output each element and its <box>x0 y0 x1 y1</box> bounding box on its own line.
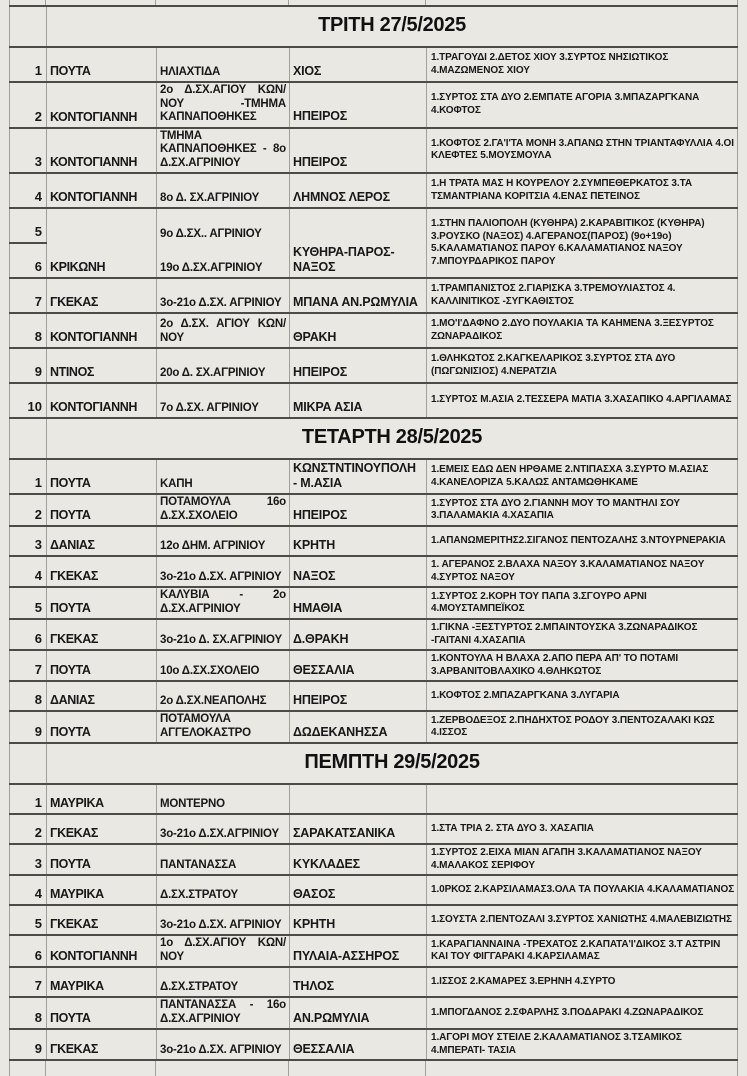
dance-list: 1.ΚΟΦΤΟΣ 2.ΓΑ'Ι'ΤΑ ΜΟΝΗ 3.ΑΠΑΝΩ ΣΤΗΝ ΤΡΙΑΝΤΑΦΥΛΛΙΑ 4.ΟΙ ΚΛΕΦΤΕΣ 5.ΜΟΥΣΜΟΥΛΑ <box>427 128 738 174</box>
dance-list: 1.0ΡΚΟΣ 2.ΚΑΡΣΙΛΑΜΑΣ3.ΟΛΑ ΤΑ ΠΟΥΛΑΚΙΑ 4.ΚΑΛΑΜΑΤΙΑΝΟΣ <box>427 875 738 905</box>
school-name: 2ο Δ.ΣΧ. ΑΓΙΟΥ ΚΩΝ/ΝΟΥ <box>157 313 290 348</box>
school-name: ΠΑΝΤΑΝΑΣΣΑ - 16ο Δ.ΣΧ.ΑΓΡΙΝΙΟΥ <box>157 997 290 1029</box>
row-number: 5 <box>10 208 47 243</box>
bottom-partial-cell <box>289 1061 426 1076</box>
row-number: 6 <box>10 619 47 650</box>
table-row <box>10 173 738 208</box>
table-row <box>10 619 738 650</box>
region-name: ΚΥΚΛΑΔΕΣ <box>290 844 427 875</box>
dance-list: 1. ΑΓΕΡΑΝΟΣ 2.ΒΛΑΧΑ ΝΑΞΟΥ 3.ΚΑΛΑΜΑΤΙΑΝΟΣ ΝΑΞΟΥ 4.ΣΥΡΤΟΣ ΝΑΞΟΥ <box>427 556 738 587</box>
title-row-left-cell <box>10 7 47 47</box>
table-row <box>10 935 738 967</box>
bottom-partial-row <box>9 1061 738 1076</box>
teacher-name: ΜΑΥΡΙΚΑ <box>47 784 157 814</box>
row-number: 9 <box>10 711 47 743</box>
table-row <box>10 587 738 619</box>
region-name: ΛΗΜΝΟΣ ΛΕΡΟΣ <box>290 173 427 208</box>
school-name: Δ.ΣΧ.ΣΤΡΑΤΟΥ <box>157 875 290 905</box>
teacher-name: ΔΑΝΙΑΣ <box>47 526 157 556</box>
school-name: ΜΟΝΤΕΡΝΟ <box>157 784 290 814</box>
teacher-name: ΚΟΝΤΟΓΙΑΝΝΗ <box>47 173 157 208</box>
teacher-name: ΚΟΝΤΟΓΙΑΝΝΗ <box>47 128 157 174</box>
dance-list: 1.ΣΥΡΤΟΣ Μ.ΑΣΙΑ 2.ΤΕΣΣΕΡΑ ΜΑΤΙΑ 3.ΧΑΣΑΠΙΚΟ 4.ΑΡΓΙΛΑΜΑΣ <box>427 383 738 418</box>
dance-list: 1.ΕΜΕΙΣ ΕΔΩ ΔΕΝ ΗΡΘΑΜΕ 2.ΝΤΙΠΑΣΧΑ 3.ΣΥΡΤΟ Μ.ΑΣΙΑΣ 4.ΚΑΝΕΛΟΡΙΖΑ 5.ΚΑΛΩΣ ΑΝΤΑΜΩΘΗΚΑΜΕ <box>427 459 738 494</box>
table-row <box>10 1029 738 1060</box>
teacher-name: ΠΟΥΤΑ <box>47 997 157 1029</box>
dance-list: 1.ΘΛΗΚΩΤΟΣ 2.ΚΑΓΚΕΛΑΡΙΚΟΣ 3.ΣΥΡΤΟΣ ΣΤΑ ΔΥΟ (ΠΩΓΩΝΙΣΙΟΣ) 4.ΝΕΡΑΤΖΙΑ <box>427 348 738 383</box>
row-number: 3 <box>10 128 47 174</box>
region-name: ΚΥΘΗΡΑ-ΠΑΡΟΣ-ΝΑΞΟΣ <box>290 208 427 278</box>
region-name: ΣΑΡΑΚΑΤΣΑΝΙΚΑ <box>290 814 427 844</box>
table-row <box>10 47 738 82</box>
table-row <box>10 82 738 128</box>
region-name: ΗΠΕΙΡΟΣ <box>290 494 427 526</box>
table-row <box>10 650 738 681</box>
dance-list: 1.ΜΟ'Ι'ΔΑΦΝΟ 2.ΔΥΟ ΠΟΥΛΑΚΙΑ ΤΑ ΚΑΗΜΕΝΑ 3.ΞΕΣΥΡΤΟΣ ΖΩΝΑΡΑΔΙΚΟΣ <box>427 313 738 348</box>
school-name: 1ο Δ.ΣΧ.ΑΓΙΟΥ ΚΩΝ/ ΝΟΥ <box>157 935 290 967</box>
row-number: 7 <box>10 650 47 681</box>
school-name: ΤΜΗΜΑ ΚΑΠΝΑΠΟΘΗΚΕΣ - 8ο Δ.ΣΧ.ΑΓΡΙΝΙΟΥ <box>157 128 290 174</box>
school-name: 3ο-21ο Δ. ΣΧ.ΑΓΡΙΝΙΟΥ <box>157 619 290 650</box>
day-title: ΤΕΤΑΡΤΗ 28/5/2025 <box>47 419 738 459</box>
table-row <box>10 905 738 935</box>
teacher-name: ΚΟΝΤΟΓΙΑΝΝΗ <box>47 383 157 418</box>
dance-list: 1.ΑΠΑΝΩΜΕΡΙΤΗΣ2.ΣΙΓΑΝΟΣ ΠΕΝΤΟΖΑΛΗΣ 3.ΝΤΟΥΡΝΕΡΑΚΙΑ <box>427 526 738 556</box>
row-number: 7 <box>10 278 47 313</box>
row-number: 2 <box>10 494 47 526</box>
school-name: 3ο-21ο Δ.ΣΧ. ΑΓΡΙΝΙΟΥ <box>157 905 290 935</box>
teacher-name: ΚΟΝΤΟΓΙΑΝΝΗ <box>47 82 157 128</box>
school-name: 8ο Δ. ΣΧ.ΑΓΡΙΝΙΟΥ <box>157 173 290 208</box>
row-number: 6 <box>10 243 47 278</box>
row-number: 5 <box>10 905 47 935</box>
school-name: 3ο-21ο Δ.ΣΧ. ΑΓΡΙΝΙΟΥ <box>157 1029 290 1060</box>
table-row <box>10 844 738 875</box>
teacher-name: ΓΚΕΚΑΣ <box>47 619 157 650</box>
teacher-name: ΓΚΕΚΑΣ <box>47 905 157 935</box>
teacher-name: ΠΟΥΤΑ <box>47 650 157 681</box>
day-title: ΤΡΙΤΗ 27/5/2025 <box>47 7 738 47</box>
table-row <box>10 556 738 587</box>
dance-list <box>427 784 738 814</box>
day-title: ΠΕΜΠΤΗ 29/5/2025 <box>47 744 738 784</box>
dance-list: 1.ΣΤΗΝ ΠΑΛΙΟΠΟΛΗ (ΚΥΘΗΡΑ) 2.ΚΑΡΑΒΙΤΙΚΟΣ (ΚΥΘΗΡΑ) 3.ΡΟΥΣΚΟ (ΝΑΞΟΣ) 4.ΑΓΕΡΑΝΟΣ(ΠΑΡΟΣ) (9ο+19ο) 5.ΚΑΛΑΜΑΤΙΑΝΟΣ ΠΑΡΟΥ 6.ΚΑΛΑΜΑΤΙΑΝΟΣ ΝΑΞΟΥ 7.ΜΠΟΥΡΔΑΡΙΚΟΣ ΠΑΡΟΥ <box>427 208 738 278</box>
region-name: ΠΥΛΑΙΑ-ΑΣΣΗΡΟΣ <box>290 935 427 967</box>
day-title-row <box>10 419 738 459</box>
row-number: 1 <box>10 784 47 814</box>
region-name: ΘΡΑΚΗ <box>290 313 427 348</box>
row-number: 8 <box>10 997 47 1029</box>
table-row <box>10 814 738 844</box>
title-row-left-cell <box>10 744 47 784</box>
day-table-tuesday <box>9 7 738 419</box>
row-number: 6 <box>10 935 47 967</box>
bottom-partial-cell <box>46 1061 156 1076</box>
row-number: 10 <box>10 383 47 418</box>
table-row <box>10 348 738 383</box>
region-name: ΗΠΕΙΡΟΣ <box>290 128 427 174</box>
teacher-name: ΓΚΕΚΑΣ <box>47 1029 157 1060</box>
table-row <box>10 278 738 313</box>
dance-list: 1.Η ΤΡΑΤΑ ΜΑΣ Η ΚΟΥΡΕΛΟΥ 2.ΣΥΜΠΕΘΕΡΚΑΤΟΣ 3.ΤΑ ΤΣΜΑΝΤΡΙΑΝΑ ΚΟΡΙΤΣΙΑ 4.ΕΝΑΣ ΠΕΤΕΙΝΟΣ <box>427 173 738 208</box>
teacher-name: ΔΑΝΙΑΣ <box>47 681 157 711</box>
dance-list: 1.ΤΡΑΓΟΥΔΙ 2.ΔΕΤΟΣ ΧΙΟΥ 3.ΣΥΡΤΟΣ ΝΗΣΙΩΤΙΚΟΣ 4.ΜΑΖΩΜΕΝΟΣ ΧΙΟΥ <box>427 47 738 82</box>
table-row <box>10 459 738 494</box>
row-number: 4 <box>10 875 47 905</box>
school-name: ΠΟΤΑΜΟΥΛΑ ΑΓΓΕΛΟΚΑΣΤΡΟ <box>157 711 290 743</box>
row-number: 8 <box>10 313 47 348</box>
table-row <box>10 711 738 743</box>
dance-list: 1.ΙΣΣΟΣ 2.ΚΑΜΑΡΕΣ 3.ΕΡΗΝΗ 4.ΣΥΡΤΟ <box>427 967 738 997</box>
dance-list: 1.ΓΙΚΝΑ -ΞΕΣΤΥΡΤΟΣ 2.ΜΠΑΙΝΤΟΥΣΚΑ 3.ΖΩΝΑΡΑΔΙΚΟΣ -ΓΑΙΤΑΝΙ 4.ΧΑΣΑΠΙΑ <box>427 619 738 650</box>
school-name: 9ο Δ.ΣΧ.. ΑΓΡΙΝΙΟΥ <box>157 208 290 243</box>
row-number: 1 <box>10 459 47 494</box>
table-row <box>10 997 738 1029</box>
top-partial-row <box>9 0 738 7</box>
region-name: Δ.ΘΡΑΚΗ <box>290 619 427 650</box>
row-number: 2 <box>10 814 47 844</box>
teacher-name: ΜΑΥΡΙΚΑ <box>47 875 157 905</box>
dance-list: 1.ΚΟΝΤΟΥΛΑ Η ΒΛΑΧΑ 2.ΑΠΟ ΠΕΡΑ ΑΠ' ΤΟ ΠΟΤΑΜΙ 3.ΑΡΒΑΝΙΤΟΒΛΑΧΙΚΟ 4.ΘΛΗΚΩΤΟΣ <box>427 650 738 681</box>
dance-list: 1.ΣΟΥΣΤΑ 2.ΠΕΝΤΟΖΑΛΙ 3.ΣΥΡΤΟΣ ΧΑΝΙΩΤΗΣ 4.ΜΑΛΕΒΙΖΙΩΤΗΣ <box>427 905 738 935</box>
row-number: 9 <box>10 348 47 383</box>
teacher-name: ΠΟΥΤΑ <box>47 47 157 82</box>
day-table-thursday <box>9 744 738 1061</box>
region-name: ΘΑΣΟΣ <box>290 875 427 905</box>
table-row <box>10 383 738 418</box>
teacher-name: ΚΟΝΤΟΓΙΑΝΝΗ <box>47 313 157 348</box>
region-name: ΚΩΝΣΤΝΤΙΝΟΥΠΟΛΗ - Μ.ΑΣΙΑ <box>290 459 427 494</box>
region-name: ΗΠΕΙΡΟΣ <box>290 82 427 128</box>
school-name: 3ο-21ο Δ.ΣΧ.ΑΓΡΙΝΙΟΥ <box>157 814 290 844</box>
school-name: 19ο Δ.ΣΧ.ΑΓΡΙΝΙΟΥ <box>157 243 290 278</box>
bottom-partial-cell <box>156 1061 289 1076</box>
region-name: ΜΙΚΡΑ ΑΣΙΑ <box>290 383 427 418</box>
row-number: 1 <box>10 47 47 82</box>
region-name: ΤΗΛΟΣ <box>290 967 427 997</box>
dance-list: 1.ΜΠΟΓΔΑΝΟΣ 2.ΣΦΑΡΛΗΣ 3.ΠΟΔΑΡΑΚΙ 4.ΖΩΝΑΡΑΔΙΚΟΣ <box>427 997 738 1029</box>
row-number: 3 <box>10 844 47 875</box>
teacher-name: ΚΟΝΤΟΓΙΑΝΝΗ <box>47 935 157 967</box>
teacher-name: ΠΟΥΤΑ <box>47 587 157 619</box>
region-name: ΗΠΕΙΡΟΣ <box>290 348 427 383</box>
table-row <box>10 208 738 243</box>
school-name: 2ο Δ.ΣΧ.ΑΓΙΟΥ ΚΩΝ/ΝΟΥ -ΤΜΗΜΑ ΚΑΠΝΑΠΟΘΗΚΕΣ <box>157 82 290 128</box>
dance-list: 1.ΣΥΡΤΟΣ ΣΤΑ ΔΥΟ 2.ΕΜΠΑΤΕ ΑΓΟΡΙΑ 3.ΜΠΑΖΑΡΓΚΑΝΑ 4.ΚΟΦΤΟΣ <box>427 82 738 128</box>
school-name: 12ο ΔΗΜ. ΑΓΡΙΝΙΟΥ <box>157 526 290 556</box>
school-name: ΚΑΠΗ <box>157 459 290 494</box>
top-partial-cell <box>426 0 738 5</box>
top-partial-cell <box>289 0 426 5</box>
row-number: 3 <box>10 526 47 556</box>
dance-list: 1.ΑΓΟΡΙ ΜΟΥ ΣΤΕΙΛΕ 2.ΚΑΛΑΜΑΤΙΑΝΟΣ 3.ΤΣΑΜΙΚΟΣ 4.ΜΠΕΡΑΤΙ- ΤΑΣΙΑ <box>427 1029 738 1060</box>
teacher-name: ΚΡΙΚΩΝΗ <box>47 208 157 278</box>
school-name: 10ο Δ.ΣΧ.ΣΧΟΛΕΙΟ <box>157 650 290 681</box>
title-row-left-cell <box>10 419 47 459</box>
bottom-partial-cell <box>426 1061 738 1076</box>
region-name: ΗΠΕΙΡΟΣ <box>290 681 427 711</box>
day-title-row <box>10 7 738 47</box>
dance-list: 1.ΚΟΦΤΟΣ 2.ΜΠΑΖΑΡΓΚΑΝΑ 3.ΛΥΓΑΡΙΑ <box>427 681 738 711</box>
dance-list: 1.ΚΑΡΑΓΙΑΝΝΑΙΝΑ -ΤΡΕΧΑΤΟΣ 2.ΚΑΠΑΤΑ'Ι'ΔΙΚΟΣ 3.Τ ΑΣΤΡΙΝ ΚΑΙ ΤΟΥ ΦΙΓΓΑΡΑΚΙ 4.ΚΑΡΣΙΛΑΜΑΣ <box>427 935 738 967</box>
row-number: 9 <box>10 1029 47 1060</box>
region-name: ΚΡΗΤΗ <box>290 905 427 935</box>
dance-list: 1.ΤΡΑΜΠΑΝΙΣΤΟΣ 2.ΓΙΑΡΙΣΚΑ 3.ΤΡΕΜΟΥΛΙΑΣΤΟΣ 4. ΚΑΛΛΙΝΙΤΙΚΟΣ -ΣΥΓΚΑΘΙΣΤΟΣ <box>427 278 738 313</box>
region-name: ΘΕΣΣΑΛΙΑ <box>290 650 427 681</box>
row-number: 5 <box>10 587 47 619</box>
teacher-name: ΓΚΕΚΑΣ <box>47 278 157 313</box>
teacher-name: ΠΟΥΤΑ <box>47 844 157 875</box>
row-number: 4 <box>10 173 47 208</box>
school-name: 3ο-21ο Δ.ΣΧ. ΑΓΡΙΝΙΟΥ <box>157 556 290 587</box>
table-row <box>10 313 738 348</box>
table-row <box>10 875 738 905</box>
school-name: 3ο-21ο Δ.ΣΧ. ΑΓΡΙΝΙΟΥ <box>157 278 290 313</box>
table-row <box>10 494 738 526</box>
dance-list: 1.ΣΤΑ ΤΡΙΑ 2. ΣΤΑ ΔΥΟ 3. ΧΑΣΑΠΙΑ <box>427 814 738 844</box>
day-title-row <box>10 744 738 784</box>
school-name: ΠΟΤΑΜΟΥΛΑ 16ο Δ.ΣΧ.ΣΧΟΛΕΙΟ <box>157 494 290 526</box>
region-name: ΘΕΣΣΑΛΙΑ <box>290 1029 427 1060</box>
school-name: 20ο Δ. ΣΧ.ΑΓΡΙΝΙΟΥ <box>157 348 290 383</box>
dance-list: 1.ΣΥΡΤΟΣ 2.ΚΟΡΗ ΤΟΥ ΠΑΠΑ 3.ΣΓΟΥΡΟ ΑΡΝΙ 4.ΜΟΥΣΤΑΜΠΕΪΚΟΣ <box>427 587 738 619</box>
table-row <box>10 681 738 711</box>
table-row <box>10 128 738 174</box>
region-name: ΔΩΔΕΚΑΝΗΣΣΑ <box>290 711 427 743</box>
region-name <box>290 784 427 814</box>
teacher-name: ΜΑΥΡΙΚΑ <box>47 967 157 997</box>
teacher-name: ΠΟΥΤΑ <box>47 459 157 494</box>
school-name: ΚΑΛΥΒΙΑ - 2ο Δ.ΣΧ.ΑΓΡΙΝΙΟΥ <box>157 587 290 619</box>
teacher-name: ΠΟΥΤΑ <box>47 494 157 526</box>
teacher-name: ΓΚΕΚΑΣ <box>47 556 157 587</box>
dance-list: 1.ΖΕΡΒΟΔΕΞΟΣ 2.ΠΗΔΗΧΤΟΣ ΡΟΔΟΥ 3.ΠΕΝΤΟΖΑΛΑΚΙ ΚΩΣ 4.ΙΣΣΟΣ <box>427 711 738 743</box>
teacher-name: ΓΚΕΚΑΣ <box>47 814 157 844</box>
region-name: ΗΜΑΘΙΑ <box>290 587 427 619</box>
region-name: ΚΡΗΤΗ <box>290 526 427 556</box>
school-name: ΠΑΝΤΑΝΑΣΣΑ <box>157 844 290 875</box>
day-table-wednesday <box>9 419 738 744</box>
region-name: ΑΝ.ΡΩΜΥΛΙΑ <box>290 997 427 1029</box>
row-number: 7 <box>10 967 47 997</box>
row-number: 4 <box>10 556 47 587</box>
teacher-name: ΠΟΥΤΑ <box>47 711 157 743</box>
school-name: 2ο Δ.ΣΧ.ΝΕΑΠΟΛΗΣ <box>157 681 290 711</box>
region-name: ΧΙΟΣ <box>290 47 427 82</box>
region-name: ΜΠΑΝΑ ΑΝ.ΡΩΜΥΛΙΑ <box>290 278 427 313</box>
school-name: Δ.ΣΧ.ΣΤΡΑΤΟΥ <box>157 967 290 997</box>
table-row <box>10 526 738 556</box>
dance-list: 1.ΣΥΡΤΟΣ 2.ΕΙΧΑ ΜΙΑΝ ΑΓΑΠΗ 3.ΚΑΛΑΜΑΤΙΑΝΟΣ ΝΑΞΟΥ 4.ΜΑΛΑΚΟΣ ΣΕΡΙΦΟΥ <box>427 844 738 875</box>
row-number: 2 <box>10 82 47 128</box>
dance-list: 1.ΣΥΡΤΟΣ ΣΤΑ ΔΥΟ 2.ΓΙΑΝΝΗ ΜΟΥ ΤΟ ΜΑΝΤΗΛΙ ΣΟΥ 3.ΠΑΛΑΜΑΚΙΑ 4.ΧΑΣΑΠΙΑ <box>427 494 738 526</box>
top-partial-cell <box>156 0 289 5</box>
school-name: ΗΛΙΑΧΤΙΔΑ <box>157 47 290 82</box>
table-row <box>10 967 738 997</box>
teacher-name: ΝΤΙΝΟΣ <box>47 348 157 383</box>
table-row <box>10 784 738 814</box>
row-number: 8 <box>10 681 47 711</box>
top-partial-cell <box>46 0 156 5</box>
top-partial-cell <box>9 0 46 5</box>
region-name: ΝΑΞΟΣ <box>290 556 427 587</box>
school-name: 7ο Δ.ΣΧ. ΑΓΡΙΝΙΟΥ <box>157 383 290 418</box>
bottom-partial-cell <box>9 1061 46 1076</box>
